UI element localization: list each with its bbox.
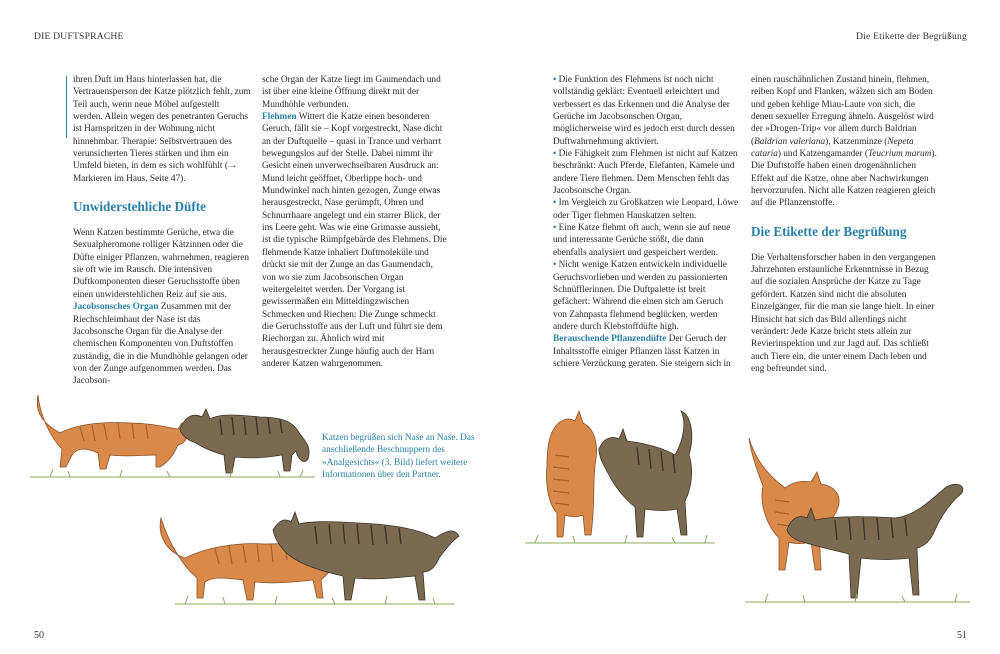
column-3	[553, 74, 739, 370]
latin-name: Teucrium marum	[867, 149, 932, 160]
column-4	[751, 74, 939, 375]
paragraph: ihren Duft im Haus hinterlassen hat, die Vertrauensperson der Katze plötzlich fehlt, zum Teil auch, wenn neue Möbel aufgestellt werden. Allein wegen des penetranten Geruchs ist Harnspritzen in der Wohnung nicht hinnehmbar. Therapie: Selbstvertrauen des verunsicherten Tieres stärken und ihm ein Umfeld bieten, in dem es sich wohlfühlt (→ Markieren im Haus, Seite 47).	[73, 75, 251, 184]
bullet-item	[553, 74, 739, 148]
running-header-right: Die Etikette der Begrüßung	[856, 31, 967, 42]
paragraph-text: Zusammen mit der Riechschleimhaut der Nase ist das Jacobsonsche Organ für die Analyse der chemischen Komponenten von Duftstoffen zuständig, die in die Mundhöhle gelangen oder von der Zunge aufgenommen werden. Das Jacobson-	[73, 302, 248, 387]
bullet-text: Die Fähigkeit zum Flehmen ist nicht auf Katzen beschränkt: Auch Pferde, Elefanten, Kamele und andere Tiere flehmen. Dem Menschen fehlt das Jacobsonsche Organ.	[553, 149, 738, 197]
paragraph	[73, 301, 251, 387]
bullet-icon: •	[553, 75, 559, 85]
bullet-icon: •	[553, 198, 559, 209]
bullet-icon: •	[553, 149, 559, 160]
paragraph-text: Wittert die Katze einen besonderen Geruch, fällt sie – Kopf vorgestreckt, Nase dicht an der Duftquelle – quasi in Trance und verharrt bewegungslos auf der Stelle. Dabei nimmt ihr Gesicht einen unverwechselbaren Ausdruck an: Mund leicht geöffnet, Oberlippe hoch- und Mundwinkel nach hinten gezogen, Zunge etwas herausgestreckt, Nase gerümpft, Ohren und Schnurrhaare angelegt und ein starrer Blick, der ins Leere geht. Was wie eine Grimasse aussieht, ist die typische Rümpfgebärde des Flehmens. Die flehmende Katze inhaliert Duftmoleküle und drückt sie mit der Zunge an das Gaumendach, von wo sie zum Jacobsonschen Organ weitergeleitet werden. Der Vorgang ist gewissermaßen ein Mitteldingzwischen Schmecken und Riechen: Die Zunge schmeckt die Geruchsstoffe aus der Luft und führt sie dem Riechorgan zu. Ähnlich wird mit herausgestreckter Zunge häufig auch der Harn anderer Katzen wahrgenommen.	[262, 112, 447, 369]
paragraph-text: ) und Katzengamander (	[777, 149, 868, 160]
page-number-left: 50	[34, 630, 44, 641]
grass-tufts	[185, 596, 435, 604]
orange-cat-icon	[546, 411, 596, 537]
paragraph: Wenn Katzen bestimmte Gerüche, etwa die Sexualpheromone rolliger Kätzinnen oder die Düfte einiger Pflanzen, wahrnehmen, reagieren sie oft wie im Rausch. Die intensiven Duftkomponenten dieser Geruchsstoffe üben einen unwiderstehlichen Reiz auf sie aus.	[73, 228, 250, 300]
paragraph	[553, 333, 739, 370]
orange-cat-icon	[37, 395, 187, 469]
tabby-cat-icon	[273, 512, 459, 600]
bullet-item	[553, 222, 739, 259]
figure-caption: Katzen begrüßen sich Nase an Nase. Das anschließende Beschnuppern des »Analgesichts« (3. Bild) liefert weitere Informationen über den Partner.	[322, 433, 475, 481]
bullet-text: Eine Katze flehmt oft auch, wenn sie auf neue und interessante Gerüche stößt, die dann ebenfalls analysiert und gespeichert werden.	[553, 223, 731, 258]
tabby-cat-icon	[599, 411, 692, 537]
paragraph	[751, 74, 939, 210]
bullet-item	[553, 259, 739, 333]
paragraph	[262, 111, 448, 370]
paragraph-text: ). Die Duftstoffe haben einen drogenähnlichen Effekt auf die Katze, ohne aber Nachwirkungen hervorzurufen. Nicht alle Katzen reagieren gleich auf die Pflanzenstoffe.	[751, 149, 937, 209]
quote-bar	[66, 76, 67, 138]
bullet-text: Im Vergleich zu Großkatzen wie Leopard, Löwe oder Tiger flehmen Hauskatzen selten.	[553, 198, 739, 221]
paragraph: Die Verhaltensforscher haben in den vergangenen Jahrzehnten erstaunliche Erkenntnisse in Bezug auf die sozialen Ansprüche der Katze zu Tage gefördert. Katzen sind nicht die absoluten Einzelgänger, für die man sie lange hielt. In einer Hinsicht hat sich das Bild allerdings nicht verändert: Jede Katze bricht stets allein zur Revierinspektion und zur Jagd auf. Das schließt auch Tiere ein, die unter einem Dach leben und eng befreundet sind.	[751, 252, 936, 374]
section-heading: Unwiderstehliche Düfte	[73, 199, 206, 215]
keyword: Jacobsonsches Organ	[73, 302, 159, 313]
orange-cat-icon	[749, 438, 839, 570]
paragraph-text: einen rauschähnlichen Zustand hinein, flehmen, reiben Kopf und Flanken, wälzen sich am Boden und geben kehlige Miau-Laute von sich, die denen sexueller Erregung ähneln. Ausgelöst wird der »Drogen-Trip« vor allem durch Baldrian (	[751, 75, 934, 147]
keyword: Berauschende Pflanzendüfte	[553, 334, 667, 345]
keyword: Flehmen	[262, 112, 297, 123]
paragraph: sche Organ der Katze liegt im Gaumendach und ist über eine kleine Öffnung direkt mit der Mundhöhle verbunden.	[262, 75, 441, 110]
tabby-cat-icon	[180, 409, 309, 473]
page-number-right: 51	[957, 630, 967, 641]
bullet-item	[553, 148, 739, 197]
latin-name: Nepeta cataria	[751, 136, 914, 160]
illustration-cats-walking	[155, 500, 465, 615]
latin-name: Baldrian valeriana	[754, 136, 826, 147]
bullet-icon: •	[553, 260, 559, 271]
bullet-text: Die Funktion des Flehmens ist noch nicht vollständig geklärt: Eventuell erleichtert und verbessert es das Erkennen und die Analyse der Gerüche im Jacobsonschen Organ, möglicherweise wird es jedoch erst durch dessen Duftwahrnehmung aktiviert.	[553, 75, 735, 147]
grass-tufts	[50, 469, 303, 477]
section-heading: Die Etikette der Begrüßung	[751, 223, 907, 239]
column-2	[262, 74, 448, 370]
paragraph-text: ), Katzenminze (	[825, 136, 888, 147]
bullet-text: Nicht wenige Katzen entwickeln individuelle Geruchsvorlieben und werden zu passionierten Schnüfflerinnen. Die Duftpalette ist breit gefächert: Während die einen sich am Geruch von Zahnpasta flehmend beglücken, werden andere durch Klebstoffdüfte high.	[553, 260, 728, 332]
column-1	[73, 74, 251, 388]
running-header-left: DIE DUFTSPRACHE	[34, 31, 124, 42]
illustration-cats-greeting-nose	[30, 385, 315, 485]
illustration-cats-rear-sniff	[745, 430, 970, 615]
bullet-icon: •	[553, 223, 559, 234]
paragraph-text: Der Geruch der Inhaltsstoffe einiger Pflanzen lässt Katzen in schiere Verzückung geraten. Sie steigern sich in	[553, 334, 731, 369]
grass-tufts	[765, 594, 957, 602]
illustration-cats-sniffing	[525, 405, 715, 555]
bullet-item	[553, 197, 739, 222]
